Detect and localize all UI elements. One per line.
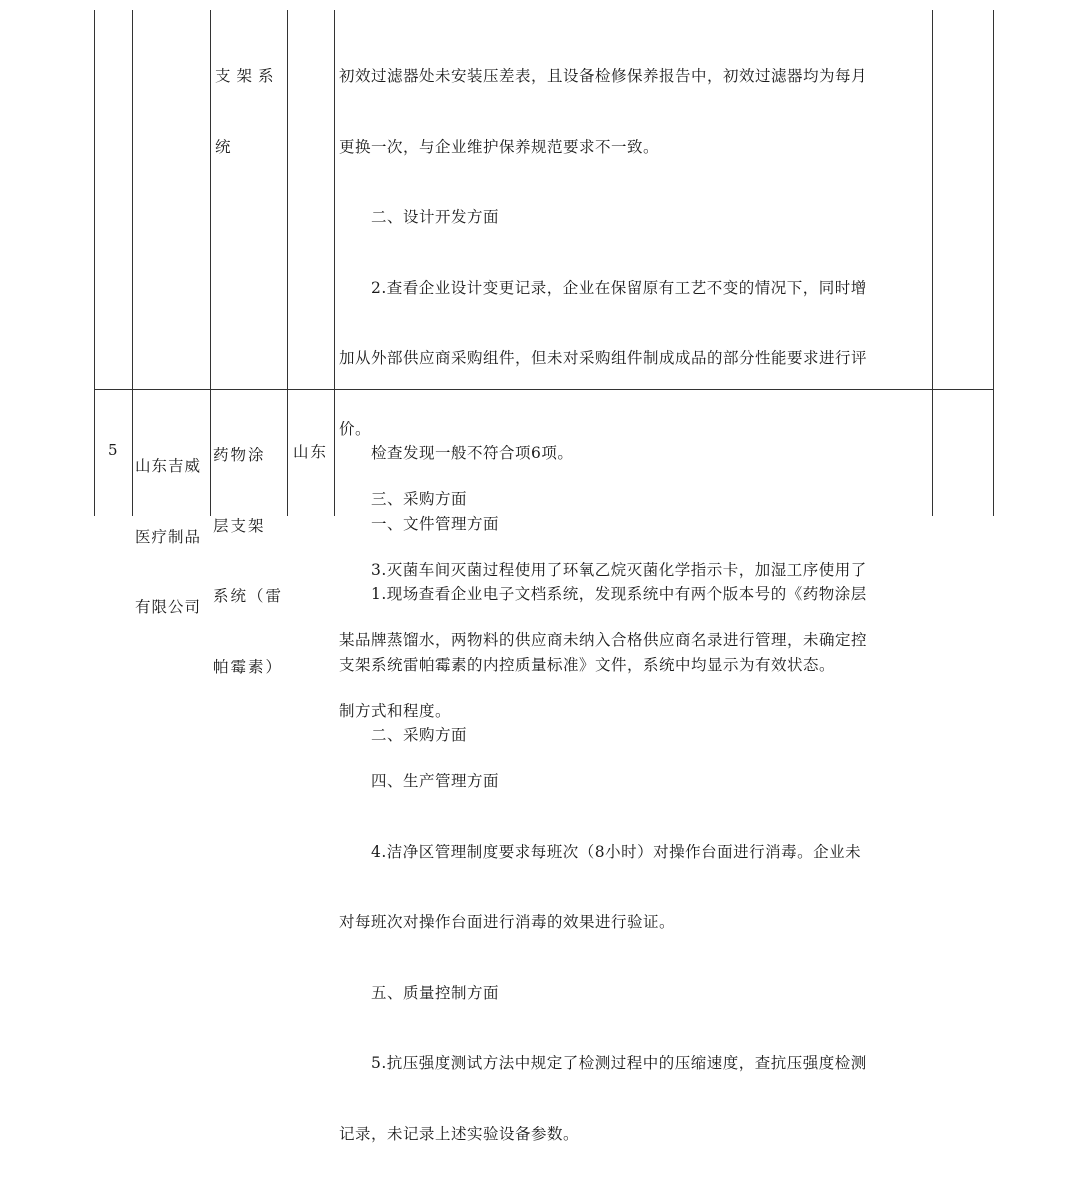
text-line: 检查发现一般不符合项6项。 <box>371 444 574 462</box>
text-line: 制方式和程度。 <box>339 701 452 720</box>
column-border <box>993 10 994 516</box>
text-line: 加从外部供应商采购组件，但未对采购组件制成成品的部分性能要求进行评 <box>339 349 868 367</box>
text-line: 初效过滤器处未安装压差表，且设备检修保养报告中，初效过滤器均为每月 <box>339 67 868 85</box>
text-line: 记录，未记录上述实验设备参数。 <box>339 1124 580 1143</box>
text-line: 山东吉威 <box>135 457 202 475</box>
section-heading: 二、采购方面 <box>371 726 468 744</box>
column-border <box>132 10 133 516</box>
text-line: 对每班次对操作台面进行消毒的效果进行验证。 <box>339 913 676 931</box>
text-line: 有限公司 <box>135 598 202 616</box>
row-number: 5 <box>108 441 118 459</box>
section-heading: 三、采购方面 <box>371 490 468 508</box>
column-border <box>334 10 335 516</box>
column-border <box>287 10 288 516</box>
company-name-cell <box>135 408 201 667</box>
column-border <box>932 10 933 516</box>
section-heading: 五、质量控制方面 <box>371 983 500 1002</box>
text-line: 层支架 <box>213 516 266 535</box>
text-line: 4.洁净区管理制度要求每班次（8小时）对操作台面进行消毒。企业未 <box>371 842 862 861</box>
section-heading: 一、文件管理方面 <box>371 514 500 533</box>
findings-cell <box>339 395 867 795</box>
text-line: 1.现场查看企业电子文档系统，发现系统中有两个版本号的《药物涂层 <box>371 585 867 603</box>
text-line: 支架系 <box>215 67 280 85</box>
text-line: 统 <box>215 137 237 156</box>
province-cell: 山东 <box>293 443 329 461</box>
section-heading: 四、生产管理方面 <box>371 772 500 790</box>
text-line: 药物涂 <box>213 446 266 464</box>
text-line: 价。 <box>339 419 372 438</box>
text-line: 5.抗压强度测试方法中规定了检测过程中的压缩速度，查抗压强度检测 <box>371 1054 867 1072</box>
section-heading: 二、设计开发方面 <box>371 208 500 226</box>
product-name-cell <box>213 397 283 726</box>
column-border <box>210 10 211 516</box>
text-line: 医疗制品 <box>135 527 202 546</box>
text-line: 某品牌蒸馏水，两物料的供应商未纳入合格供应商名录进行管理，未确定控 <box>339 631 868 649</box>
product-name-cell <box>215 18 280 206</box>
text-line: 帕霉素） <box>213 657 284 676</box>
text-line: 支架系统雷帕霉素的内控质量标准》文件，系统中均显示为有效状态。 <box>339 655 836 674</box>
text-line: 更换一次，与企业维护保养规范要求不一致。 <box>339 137 660 156</box>
text-line: 3.灭菌车间灭菌过程使用了环氧乙烷灭菌化学指示卡，加湿工序使用了 <box>371 560 867 579</box>
text-line: 2.查看企业设计变更记录，企业在保留原有工艺不变的情况下，同时增 <box>371 278 867 297</box>
column-border <box>94 10 95 516</box>
text-line: 系统（雷 <box>213 587 284 605</box>
